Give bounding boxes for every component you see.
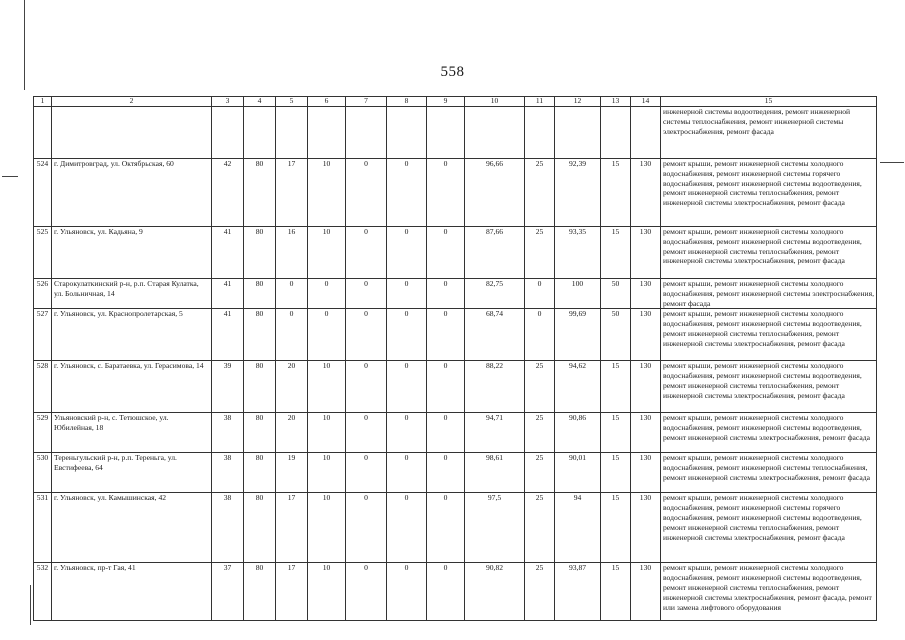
value-cell: 0 (427, 159, 465, 227)
value-cell: 0 (276, 279, 308, 309)
table-cell (387, 107, 427, 159)
table-cell (276, 107, 308, 159)
value-cell: 41 (212, 227, 244, 279)
value-cell: 100 (555, 279, 601, 309)
address-cell: Старокулаткинский р-н, р.п. Старая Кулатка, ул. Больничная, 14 (52, 279, 212, 309)
table-cell (427, 107, 465, 159)
table-cell (601, 107, 631, 159)
table-cell (244, 107, 276, 159)
value-cell: 0 (346, 227, 387, 279)
value-cell: 41 (212, 279, 244, 309)
value-cell: 20 (276, 413, 308, 453)
value-cell: 0 (308, 279, 346, 309)
value-cell: 15 (601, 159, 631, 227)
value-cell: 39 (212, 361, 244, 413)
scan-edge-mark (880, 162, 904, 163)
table-row (34, 453, 877, 493)
value-cell: 90,86 (555, 413, 601, 453)
row-number-cell: 532 (34, 563, 52, 621)
table-row (34, 413, 877, 453)
value-cell: 10 (308, 413, 346, 453)
value-cell: 0 (427, 453, 465, 493)
value-cell: 25 (525, 227, 555, 279)
column-header-10: 10 (465, 97, 525, 107)
address-cell: г. Ульяновск, ул. Краснопролетарская, 5 (52, 309, 212, 361)
value-cell: 0 (427, 493, 465, 563)
value-cell: 10 (308, 493, 346, 563)
value-cell: 0 (387, 453, 427, 493)
value-cell: 42 (212, 159, 244, 227)
column-header-7: 7 (346, 97, 387, 107)
value-cell: 25 (525, 493, 555, 563)
value-cell: 0 (427, 279, 465, 309)
value-cell: 0 (387, 159, 427, 227)
row-number-cell: 531 (34, 493, 52, 563)
address-cell: г. Ульяновск, ул. Кадьяна, 9 (52, 227, 212, 279)
value-cell: 130 (631, 159, 661, 227)
table-cell (631, 107, 661, 159)
value-cell: 0 (346, 361, 387, 413)
works-cell: ремонт крыши, ремонт инженерной системы холодного водоснабжения, ремонт инженерной системы водоотведения, ремонт инженерной системы теплоснабжения, ремонт инженерной системы электроснабжения, ремонт фасада, ремонт или замена лифтового оборудования (661, 563, 877, 621)
value-cell: 0 (525, 309, 555, 361)
value-cell: 17 (276, 563, 308, 621)
table-row (34, 361, 877, 413)
column-header-2: 2 (52, 97, 212, 107)
column-header-3: 3 (212, 97, 244, 107)
value-cell: 94 (555, 493, 601, 563)
value-cell: 130 (631, 309, 661, 361)
column-number-row (34, 97, 877, 107)
value-cell: 94,71 (465, 413, 525, 453)
row-number-cell: 526 (34, 279, 52, 309)
table-row (34, 227, 877, 279)
works-cell: ремонт крыши, ремонт инженерной системы холодного водоснабжения, ремонт инженерной системы водоотведения, ремонт инженерной системы теплоснабжения, ремонт инженерной системы электроснабжения, ремонт фасада (661, 309, 877, 361)
capital-repair-table (33, 96, 877, 621)
value-cell: 0 (387, 413, 427, 453)
column-header-4: 4 (244, 97, 276, 107)
value-cell: 17 (276, 159, 308, 227)
column-header-15: 15 (661, 97, 877, 107)
value-cell: 25 (525, 361, 555, 413)
value-cell: 0 (387, 493, 427, 563)
column-header-12: 12 (555, 97, 601, 107)
value-cell: 80 (244, 413, 276, 453)
row-number-cell: 527 (34, 309, 52, 361)
value-cell: 0 (387, 309, 427, 361)
value-cell: 38 (212, 493, 244, 563)
continuation-row (34, 107, 877, 159)
column-header-8: 8 (387, 97, 427, 107)
value-cell: 37 (212, 563, 244, 621)
works-cell: ремонт крыши, ремонт инженерной системы холодного водоснабжения, ремонт инженерной системы горячего водоснабжения, ремонт инженерной системы водоотведения, ремонт инженерной системы теплоснабжения, ремонт инженерной системы электроснабжения, ремонт фасада (661, 159, 877, 227)
value-cell: 80 (244, 453, 276, 493)
table-row (34, 279, 877, 309)
value-cell: 0 (387, 563, 427, 621)
value-cell: 0 (346, 563, 387, 621)
scan-edge-mark (30, 585, 31, 625)
value-cell: 80 (244, 563, 276, 621)
value-cell: 94,62 (555, 361, 601, 413)
address-cell: г. Ульяновск, ул. Камышинская, 42 (52, 493, 212, 563)
value-cell: 80 (244, 279, 276, 309)
value-cell: 87,66 (465, 227, 525, 279)
value-cell: 96,66 (465, 159, 525, 227)
column-header-1: 1 (34, 97, 52, 107)
value-cell: 130 (631, 453, 661, 493)
table-cell (465, 107, 525, 159)
value-cell: 10 (308, 453, 346, 493)
value-cell: 25 (525, 159, 555, 227)
value-cell: 15 (601, 493, 631, 563)
value-cell: 0 (525, 279, 555, 309)
value-cell: 80 (244, 159, 276, 227)
address-cell: г. Ульяновск, с. Баратаевка, ул. Герасимова, 14 (52, 361, 212, 413)
table-row (34, 159, 877, 227)
value-cell: 50 (601, 279, 631, 309)
works-cell: ремонт крыши, ремонт инженерной системы холодного водоснабжения, ремонт инженерной системы водоотведения, ремонт инженерной системы электроснабжения, ремонт фасада (661, 413, 877, 453)
value-cell: 19 (276, 453, 308, 493)
table-cell (555, 107, 601, 159)
value-cell: 130 (631, 227, 661, 279)
value-cell: 130 (631, 493, 661, 563)
address-cell: Тереньгульский р-н, р.п. Тереньга, ул. Евстифеева, 64 (52, 453, 212, 493)
value-cell: 98,61 (465, 453, 525, 493)
value-cell: 130 (631, 563, 661, 621)
address-cell: г. Ульяновск, пр-т Гая, 41 (52, 563, 212, 621)
value-cell: 0 (346, 309, 387, 361)
value-cell: 80 (244, 227, 276, 279)
value-cell: 20 (276, 361, 308, 413)
value-cell: 38 (212, 413, 244, 453)
value-cell: 25 (525, 563, 555, 621)
table-cell (34, 107, 52, 159)
value-cell: 68,74 (465, 309, 525, 361)
value-cell: 0 (427, 361, 465, 413)
value-cell: 99,69 (555, 309, 601, 361)
value-cell: 0 (346, 159, 387, 227)
table-cell (525, 107, 555, 159)
value-cell: 25 (525, 453, 555, 493)
value-cell: 82,75 (465, 279, 525, 309)
row-number-cell: 525 (34, 227, 52, 279)
row-number-cell: 529 (34, 413, 52, 453)
table-cell (308, 107, 346, 159)
value-cell: 50 (601, 309, 631, 361)
value-cell: 130 (631, 361, 661, 413)
value-cell: 0 (427, 309, 465, 361)
value-cell: 10 (308, 361, 346, 413)
table-cell (52, 107, 212, 159)
value-cell: 15 (601, 227, 631, 279)
scan-edge-mark (2, 176, 18, 177)
address-cell: г. Димитровград, ул. Октябрьская, 60 (52, 159, 212, 227)
works-cell: ремонт крыши, ремонт инженерной системы холодного водоснабжения, ремонт инженерной системы водоотведения, ремонт инженерной системы теплоснабжения, ремонт инженерной системы электроснабжения, ремонт фасада (661, 227, 877, 279)
value-cell: 10 (308, 563, 346, 621)
row-number-cell: 528 (34, 361, 52, 413)
table-cell (212, 107, 244, 159)
address-cell: Ульяновский р-н, с. Тетюшское, ул. Юбилейная, 18 (52, 413, 212, 453)
column-header-14: 14 (631, 97, 661, 107)
value-cell: 97,5 (465, 493, 525, 563)
table-row (34, 309, 877, 361)
value-cell: 80 (244, 493, 276, 563)
value-cell: 0 (387, 227, 427, 279)
table-body (34, 107, 877, 621)
table-row (34, 563, 877, 621)
value-cell: 0 (427, 413, 465, 453)
value-cell: 130 (631, 413, 661, 453)
value-cell: 41 (212, 309, 244, 361)
value-cell: 0 (346, 493, 387, 563)
works-cell: ремонт крыши, ремонт инженерной системы холодного водоснабжения, ремонт инженерной системы электроснабжения, ремонт фасада (661, 279, 877, 309)
works-cell: ремонт крыши, ремонт инженерной системы холодного водоснабжения, ремонт инженерной системы теплоснабжения, ремонт инженерной системы электроснабжения, ремонт фасада (661, 453, 877, 493)
column-header-13: 13 (601, 97, 631, 107)
value-cell: 90,01 (555, 453, 601, 493)
column-header-5: 5 (276, 97, 308, 107)
value-cell: 16 (276, 227, 308, 279)
value-cell: 93,87 (555, 563, 601, 621)
value-cell: 15 (601, 413, 631, 453)
works-cell: инженерной системы водоотведения, ремонт инженерной системы теплоснабжения, ремонт инженерной системы электроснабжения, ремонт фасада (661, 107, 877, 159)
value-cell: 15 (601, 361, 631, 413)
value-cell: 38 (212, 453, 244, 493)
value-cell: 0 (427, 563, 465, 621)
value-cell: 90,82 (465, 563, 525, 621)
value-cell: 0 (346, 279, 387, 309)
value-cell: 0 (387, 361, 427, 413)
value-cell: 0 (308, 309, 346, 361)
value-cell: 0 (346, 413, 387, 453)
column-header-11: 11 (525, 97, 555, 107)
value-cell: 93,35 (555, 227, 601, 279)
column-header-9: 9 (427, 97, 465, 107)
value-cell: 15 (601, 453, 631, 493)
table-row (34, 493, 877, 563)
value-cell: 15 (601, 563, 631, 621)
table-cell (346, 107, 387, 159)
value-cell: 88,22 (465, 361, 525, 413)
value-cell: 80 (244, 361, 276, 413)
value-cell: 0 (427, 227, 465, 279)
value-cell: 80 (244, 309, 276, 361)
value-cell: 10 (308, 227, 346, 279)
works-cell: ремонт крыши, ремонт инженерной системы холодного водоснабжения, ремонт инженерной системы водоотведения, ремонт инженерной системы теплоснабжения, ремонт инженерной системы электроснабжения, ремонт фасада (661, 361, 877, 413)
row-number-cell: 530 (34, 453, 52, 493)
column-header-6: 6 (308, 97, 346, 107)
value-cell: 17 (276, 493, 308, 563)
page-number: 558 (440, 64, 465, 80)
value-cell: 0 (387, 279, 427, 309)
value-cell: 0 (276, 309, 308, 361)
row-number-cell: 524 (34, 159, 52, 227)
value-cell: 130 (631, 279, 661, 309)
value-cell: 92,39 (555, 159, 601, 227)
value-cell: 25 (525, 413, 555, 453)
works-cell: ремонт крыши, ремонт инженерной системы холодного водоснабжения, ремонт инженерной системы горячего водоснабжения, ремонт инженерной системы водоотведения, ремонт инженерной системы теплоснабжения, ремонт инженерной системы электроснабжения, ремонт фасада (661, 493, 877, 563)
value-cell: 10 (308, 159, 346, 227)
value-cell: 0 (346, 453, 387, 493)
